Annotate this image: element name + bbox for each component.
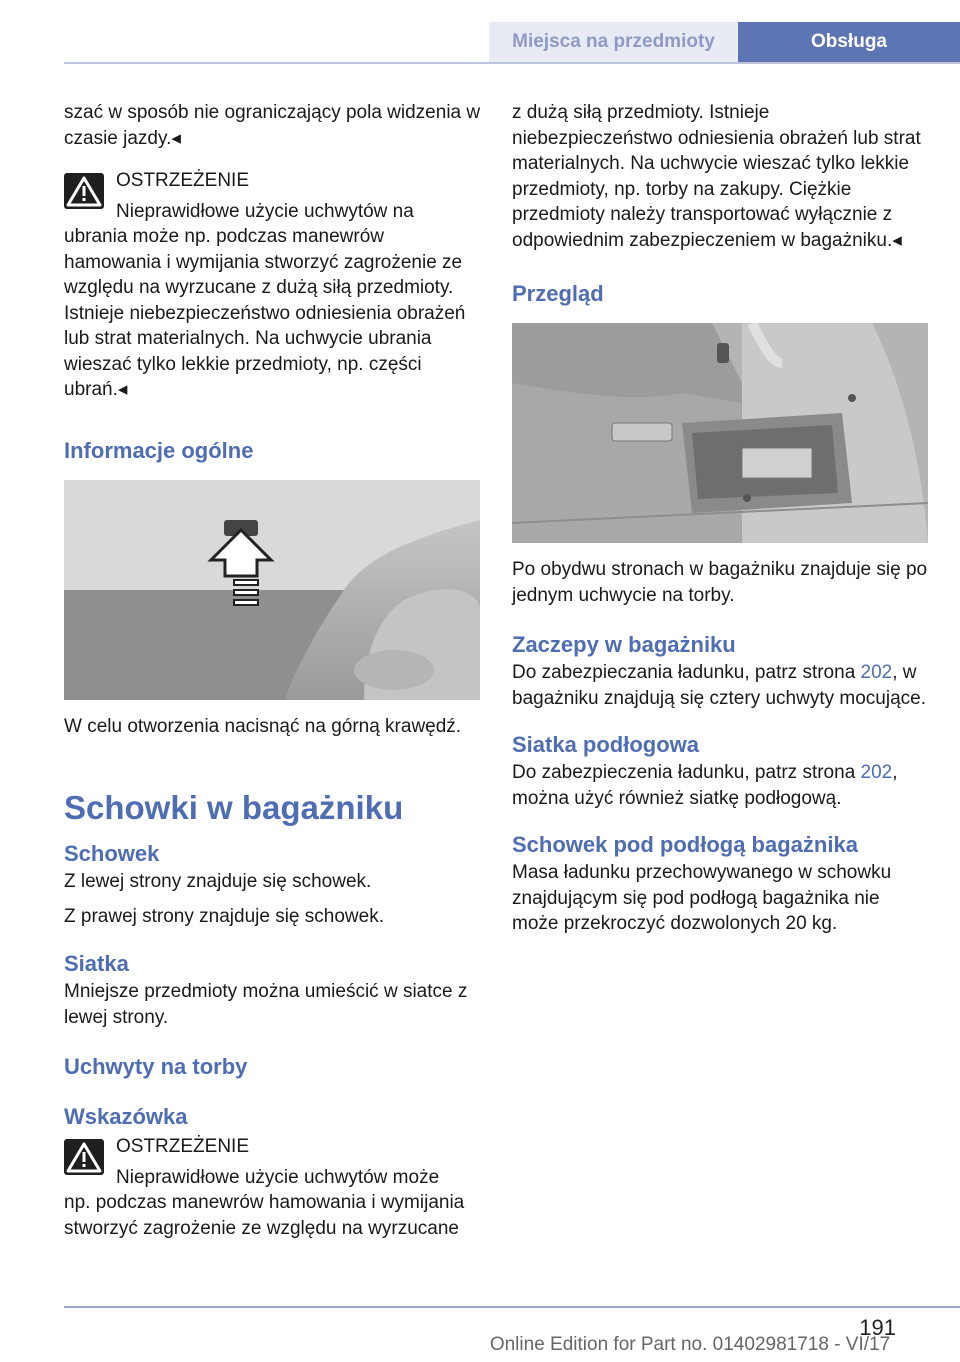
header-rule — [64, 62, 960, 64]
subheading-schowek: Schowek — [64, 841, 160, 866]
intro-text: szać w sposób nie ograniczający pola widzenia w czasie jazdy.◂ — [64, 102, 481, 149]
siatka-text: Mniejsze przedmioty można umieścić w siatce z lewej strony. — [64, 981, 468, 1028]
warning-text-rest: np. podczas manewrów hamowania i wymijania stworzyć zagrożenie ze względu na wyrzucane — [64, 1192, 465, 1239]
page-link-202[interactable]: 202 — [860, 762, 893, 783]
warning-icon — [64, 173, 104, 209]
schowek-left-text: Z lewej strony znajduje się schowek. — [64, 871, 372, 892]
warning-text: Nieprawidłowe użycie uchwytów na — [116, 200, 414, 222]
figure-caption-2: Po obydwu stronach w bagażniku znajduje się po jednym uchwycie na torby. — [512, 559, 928, 606]
edition-footer: Online Edition for Part no. 01402981718 - VI/17 — [489, 1334, 891, 1355]
chapter-heading: Schowki w bagażniku — [64, 789, 404, 826]
page-link-202[interactable]: 202 — [860, 662, 893, 683]
section-heading-general: Informacje ogólne — [64, 437, 254, 463]
warning-title: OSTRZEŻENIE — [116, 1136, 250, 1157]
subheading-uchwyty: Uchwyty na torby — [64, 1054, 248, 1079]
siatka-podlogowa-text-pre: Do zabezpieczenia ładunku, patrz strona — [512, 762, 861, 783]
schowek-pod-podloga-text: Masa ładunku przechowywanego w schowku znajdującym się pod podłogą bagażnika nie może przekroczyć dozwolonych 20 kg. — [512, 862, 892, 934]
zaczepy-text — [512, 660, 930, 711]
zaczepy-text-post: , w bagażniku znajdują się cztery uchwyty mocujące. — [512, 662, 926, 709]
warning-text: Nieprawidłowe użycie uchwytów może — [116, 1166, 440, 1188]
subheading-siatka: Siatka — [64, 951, 129, 976]
trunk-overview-image — [512, 323, 928, 543]
schowek-right-text: Z prawej strony znajduje się schowek. — [64, 905, 384, 927]
right-column — [512, 100, 930, 937]
subheading-siatka-podlogowa: Siatka podłogowa — [512, 732, 700, 757]
figure-caption-1: W celu otworzenia nacisnąć na górną krawędź. — [64, 715, 462, 737]
warning-text-rest: ubrania może np. podczas manewrów hamowania i wymijania stworzyć zagrożenie ze względu na wyrzucane z dużą siłą przedmioty. Istnieje niebezpieczeństwo odniesienia obrażeń lub strat materialnych. Na uchwycie ubrania wieszać tylko lekkie przedmioty, np. części ubrań.◂ — [64, 226, 466, 400]
headliner-hook-image — [64, 480, 480, 700]
subheading-zaczepy: Zaczepy w bagażniku — [512, 632, 736, 657]
page-number: 191 — [859, 1315, 896, 1340]
subheading-schowek-pod-podloga: Schowek pod podłogą bagażnika — [512, 832, 858, 857]
header-section-tab[interactable]: Miejsca na przedmioty — [489, 22, 738, 62]
warning-continuation: z dużą siłą przedmioty. Istnieje niebezpieczeństwo odniesienia obrażeń lub strat materialnych. Na uchwycie wieszać tylko lekkie przedmioty, np. torby na zakupy. Ciężkie przedmioty należy transportować wyłącznie z odpowiednim zabezpieczeniem w bagażniku.◂ — [512, 102, 921, 251]
left-column — [64, 100, 482, 1241]
warning-icon — [64, 1139, 104, 1175]
header-chapter-tab[interactable]: Obsługa — [738, 22, 960, 62]
zaczepy-text-pre: Do zabezpieczania ładunku, patrz strona — [512, 662, 861, 683]
warning-block-1 — [64, 168, 482, 403]
warning-title: OSTRZEŻENIE — [116, 170, 250, 191]
siatka-podlogowa-text-post: , można użyć również siatkę podłogową. — [512, 762, 898, 809]
footer-rule — [64, 1306, 960, 1308]
subheading-przeglad: Przegląd — [512, 281, 604, 306]
subheading-wskazowka: Wskazówka — [64, 1104, 188, 1129]
warning-block-2 — [64, 1134, 482, 1241]
siatka-podlogowa-text — [512, 760, 930, 811]
